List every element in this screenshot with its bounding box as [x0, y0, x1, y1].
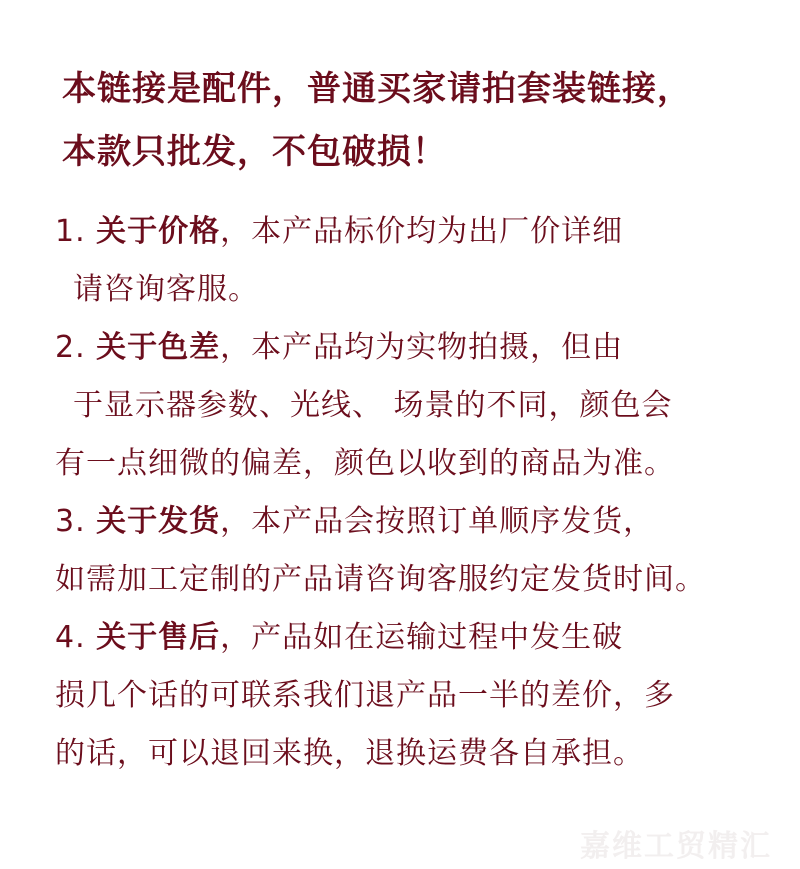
notice-line-1: 本链接是配件，普通买家请拍套装链接， [62, 69, 692, 109]
policy-item-4-line-2: 损几个话的可联系我们退产品一半的差价，多 [55, 678, 675, 713]
policy-item-2-line-1 [55, 319, 795, 377]
policy-item-1-line-1 [55, 203, 795, 261]
policy-item-1-heading: 关于价格 [96, 214, 221, 249]
policy-item-3-line-2: 如需加工定制的产品请咨询客服约定发货时间。 [55, 562, 706, 597]
policy-item-1-text: ，本产品标价均为出厂价详细 [220, 214, 624, 249]
notice-line-2: 本款只批发，不包破损！ [62, 132, 447, 172]
policy-item-2-line-3: 有一点细微的偏差，颜色以收到的商品为准。 [55, 446, 675, 481]
policy-item-2-text: ，本产品均为实物拍摄，但由 [220, 330, 624, 365]
policy-item-3-heading: 关于发货 [96, 504, 221, 539]
policy-item-1-line-2: 请咨询客服。 [73, 272, 259, 307]
policy-item-2-line-2: 于显示器参数、光线、 场景的不同，颜色会 [73, 388, 673, 423]
policy-item-3-text: ，本产品会按照订单顺序发货， [220, 504, 655, 539]
policy-list [55, 203, 795, 783]
watermark: 嘉维工贸精汇 [580, 829, 772, 864]
policy-item-4-text: ，产品如在运输过程中发生破 [220, 620, 624, 655]
policy-item-2-number: 2. [55, 330, 86, 365]
policy-item-2-heading: 关于色差 [96, 330, 221, 365]
policy-item-4-heading: 关于售后 [96, 620, 221, 655]
policy-item-4-line-3: 的话，可以退回来换，退换运费各自承担。 [55, 736, 644, 771]
policy-item-3-line-1 [55, 493, 795, 551]
notice-block [62, 58, 782, 184]
policy-item-1-number: 1. [55, 214, 86, 249]
policy-item-4-line-1 [55, 609, 795, 667]
policy-item-4-number: 4. [55, 620, 86, 655]
policy-item-3-number: 3. [55, 504, 86, 539]
